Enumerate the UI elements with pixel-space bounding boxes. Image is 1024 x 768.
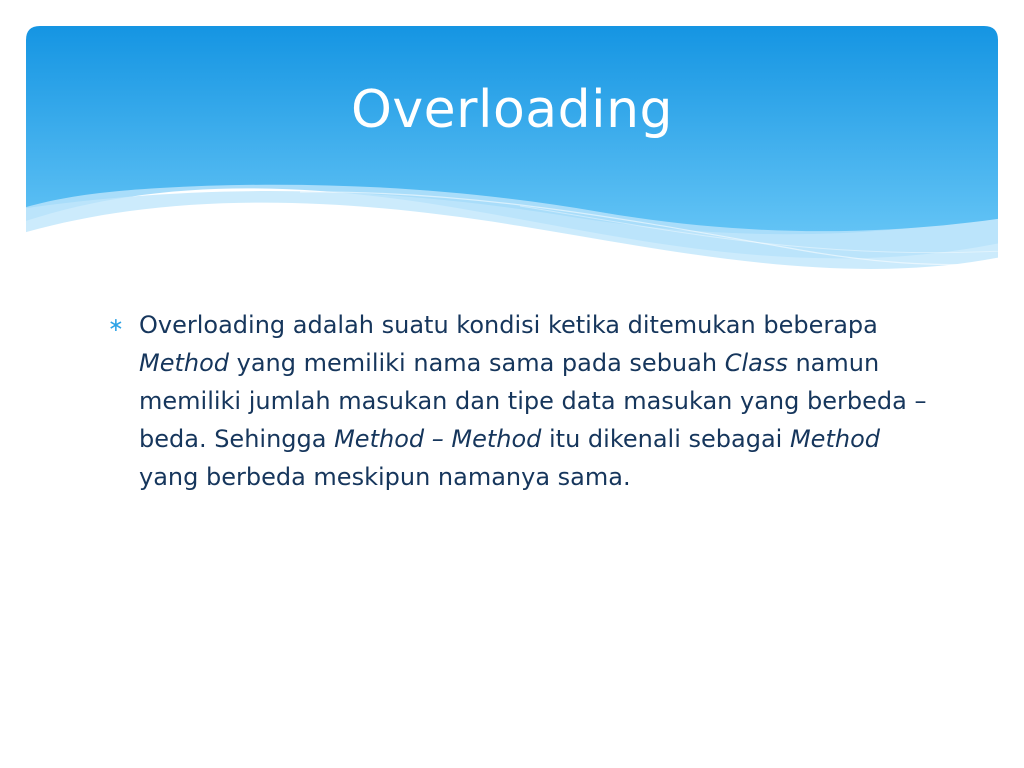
bullet-text bbox=[139, 311, 926, 491]
italic-term: Method bbox=[139, 349, 230, 377]
text-segment: yang berbeda meskipun namanya sama. bbox=[139, 463, 631, 491]
bullet-star-icon: ∗ bbox=[108, 314, 124, 336]
italic-term: Class bbox=[724, 349, 788, 377]
header-wave-background bbox=[0, 0, 1024, 300]
text-segment: namun memiliki jumlah masukan dan tipe data masukan yang berbeda – beda. Sehingga bbox=[139, 349, 927, 453]
bullet-item bbox=[108, 306, 928, 496]
italic-term: Method bbox=[789, 425, 880, 453]
bullet-list bbox=[108, 306, 928, 496]
slide-body bbox=[108, 306, 928, 496]
italic-term: Method – Method bbox=[334, 425, 542, 453]
text-segment: Overloading adalah suatu kondisi ketika ditemukan beberapa bbox=[139, 311, 878, 339]
text-segment: yang memiliki nama sama pada sebuah bbox=[229, 349, 725, 377]
text-segment: itu dikenali sebagai bbox=[541, 425, 790, 453]
slide-title: Overloading bbox=[350, 80, 674, 140]
